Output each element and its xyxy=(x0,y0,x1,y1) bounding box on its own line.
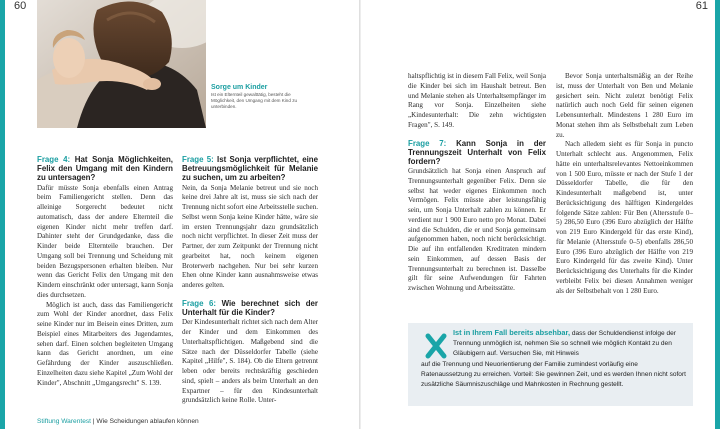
paragraph: Bevor Sonja unterhaltsmäßig an der Reihe ist, muss der Unterhalt von Ben und Melanie gesichert sein. Nicht zuletzt benötigt Felix natürlich auch noch Geld für seinen eigenen Lebensunterhalt. Mindestens 1 280 Euro im Monat stehen ihm als Selbstbehalt zum Leben zu. xyxy=(556,72,693,139)
footer-separator: | xyxy=(92,418,95,425)
paragraph: Der Kindesunterhalt richtet sich nach dem Alter der Kinder und dem Einkommen des Unterhaltspflichtigen. Maßgebend sind die Sätze nach der Düsseldorfer Tabelle (siehe Kapitel „Hilfe", S. 184). Ob die Eltern getrennt leben oder bereits rechtskräftig geschieden sind, spielt – anders als beim Unterhalt an den Expartner – für den Kindesunterhalt grundsätzlich keine Rolle. Unter- xyxy=(182,318,318,405)
tip-text xyxy=(421,328,687,390)
tip-box xyxy=(408,323,693,406)
question-text: Ist Sonja verpflichtet, eine Betreuungsmöglichkeit für Melanie zu suchen, um zu arbeiten? xyxy=(182,155,318,183)
column-1 xyxy=(37,155,173,388)
paragraph: Möglich ist auch, dass das Familiengericht zum Wohl der Kinder anordnet, dass Felix seine Kinder nur im Beisein eines Dritten, zum Beispiel eines Mitarbeiters des Jugendamtes, sehen darf. Einen solchen begleiteten Umgang kann das Gericht anordnen, um eine Gefährdung der Kinder auszuschließen. Einzelheiten dazu siehe Kapitel „Zum Wohl der Kinder", Abschnitt „Umgangsrecht" S. 139. xyxy=(37,300,173,387)
footer-brand: Stiftung Warentest xyxy=(37,418,91,425)
page-footer xyxy=(37,418,199,425)
paragraph: Grundsätzlich hat Sonja einen Anspruch auf Trennungsunterhalt gegenüber Felix. Denn sie selbst hat weder eigenes Einkommen noch Vermögen. Felix müsste aber leistungsfähig sein, um Sonja Unterhalt zahlen zu können. Er verdient nur 1 900 Euro netto pro Monat. Dabei sind die Schulden, die er und Sonja gemeinsam aufgenommen haben, noch nicht berücksichtigt. Die auf ihn entfallenden Kreditraten mindern sein Einkommen, auf dessen Basis der Trennungsunterhalt zu berechnen ist. Dasselbe gilt für seine Aufwendungen für Fahrten zwischen Wohnung und Arbeitsstätte. xyxy=(408,167,546,293)
question-number: Frage 5: xyxy=(182,155,214,164)
question-number: Frage 7: xyxy=(408,138,447,148)
paragraph: Nach alledem sieht es für Sonja in puncto Unterhalt schlecht aus. Angenommen, Felix hätte ein unterhaltsrelevantes Nettoeinkommen von 1 500 Euro, müsste er nach der Stufe 1 der Düsseldorfer Tabelle, die für den Kindesunterhalt maßgebend ist, unter Berücksichtigung des hälftigen Kindergeldes folgende Sätze zahlen: Für Ben (Altersstufe 0–5) 286,50 Euro (396 Euro abzüglich der Hälfte von 219 Euro Kindergeld für das erste Kind), für Melanie (Altersstufe 0–5) ebenfalls 286,50 Euro (396 Euro abzüglich der Hälfte von 219 Euro Kindergeld für das zweite Kind). Unter Berücksichtigung des Unterhalts für die Kinder verbleibt Felix bei diesen Annahmen weniger als der Selbstbehalt von 1 280 Euro. xyxy=(556,140,693,295)
column-2 xyxy=(182,155,318,406)
tip-line1: dass der Schuldendienst infolge der Trennung unmöglich ist, nehmen Sie so schnell wie möglich Kontakt zu den Gläubigern auf. Versuchen Sie, mit Hinweis xyxy=(453,330,676,358)
paragraph: haltspflichtig ist in diesem Fall Felix, weil Sonja die Kinder bei sich im Haushalt betreut. Ben und Melanie stehen als Unterhaltsempfänger im Rang vor Sonja. Einzelheiten siehe „Kindesunterhalt: Die zehn wichtigsten Fragen", S. 149. xyxy=(408,72,546,129)
column-3 xyxy=(408,72,546,294)
caption-body: Ist ein Elternteil gewalttätig, besteht die Möglichkeit, den Umgang mit dem Kind zu unterbinden. xyxy=(211,92,298,110)
page-number-right: 61 xyxy=(695,0,708,12)
tip-first-lines xyxy=(421,328,687,360)
tip-lead: Ist in Ihrem Fall bereits absehbar, xyxy=(453,328,571,337)
hug-photo xyxy=(37,0,206,128)
question-4-heading xyxy=(37,155,173,183)
footer-title: Wie Scheidungen ablaufen können xyxy=(96,418,199,425)
right-edge-bar xyxy=(715,0,720,429)
column-4 xyxy=(556,72,693,296)
question-number: Frage 4: xyxy=(37,155,71,164)
question-5-heading xyxy=(182,155,318,183)
tip-rest: auf die Trennung und Neuorientierung der Familie zumindest vorläufig eine Ratenaussetzung zu erreichen. Vorteil: Sie gewinnen Zeit, und es werden Ihnen nicht sofort zusätzliche Säumniszuschläge und Mahnkosten in Rechnung gestellt. xyxy=(421,360,686,389)
paragraph: Dafür müsste Sonja ebenfalls einen Antrag beim Familiengericht stellen. Denn das alleinige Sorgerecht bedeutet nicht automatisch, dass der andere Elternteil die eigenen Kinder nicht mehr treffen darf. Dahinter steht der Grundgedanke, dass die Kinder beide Elternteile brauchen. Der Umgang soll bei Trennung und Scheidung mit beiden Bezugspersonen erhalten bleiben. Nur wenn das Gericht Felix den Umgang mit den Kindern einschränkt oder untersagt, kann Sonja dies durchsetzen. xyxy=(37,183,173,299)
question-6-heading xyxy=(182,299,318,317)
book-gutter xyxy=(359,0,361,429)
question-number: Frage 6: xyxy=(182,298,217,308)
question-text: Hat Sonja Möglichkeiten, Felix den Umgang mit den Kindern zu untersagen? xyxy=(37,155,173,183)
question-text: Wie berechnet sich der Unterhalt für die Kinder? xyxy=(182,298,318,318)
page-number-left: 60 xyxy=(14,0,27,12)
photo-caption xyxy=(206,80,320,122)
left-edge-bar xyxy=(0,0,5,429)
question-7-heading xyxy=(408,139,546,167)
question-text: Kann Sonja in der Trennungszeit Unterhalt von Felix fordern? xyxy=(408,138,546,166)
caption-title: Sorge um Kinder xyxy=(211,84,268,91)
paragraph: Nein, da Sonja Melanie betreut und sie noch keine drei Jahre alt ist, muss sie sich nach der Trennung nicht sofort eine Arbeitsstelle suchen. Selbst wenn Sonja keine Kinder hätte, wäre sie im ersten Trennungsjahr dazu grundsätzlich noch nicht verpflichtet. In dieser Zeit muss der Partner, der zum Zeitpunkt der Trennung nicht gearbeitet hat, noch keinem eigenen Broterwerb nachgehen. Nur bei sehr kurzen Ehen ohne Kinder kann ausnahmsweise etwas anderes gelten. xyxy=(182,183,318,290)
